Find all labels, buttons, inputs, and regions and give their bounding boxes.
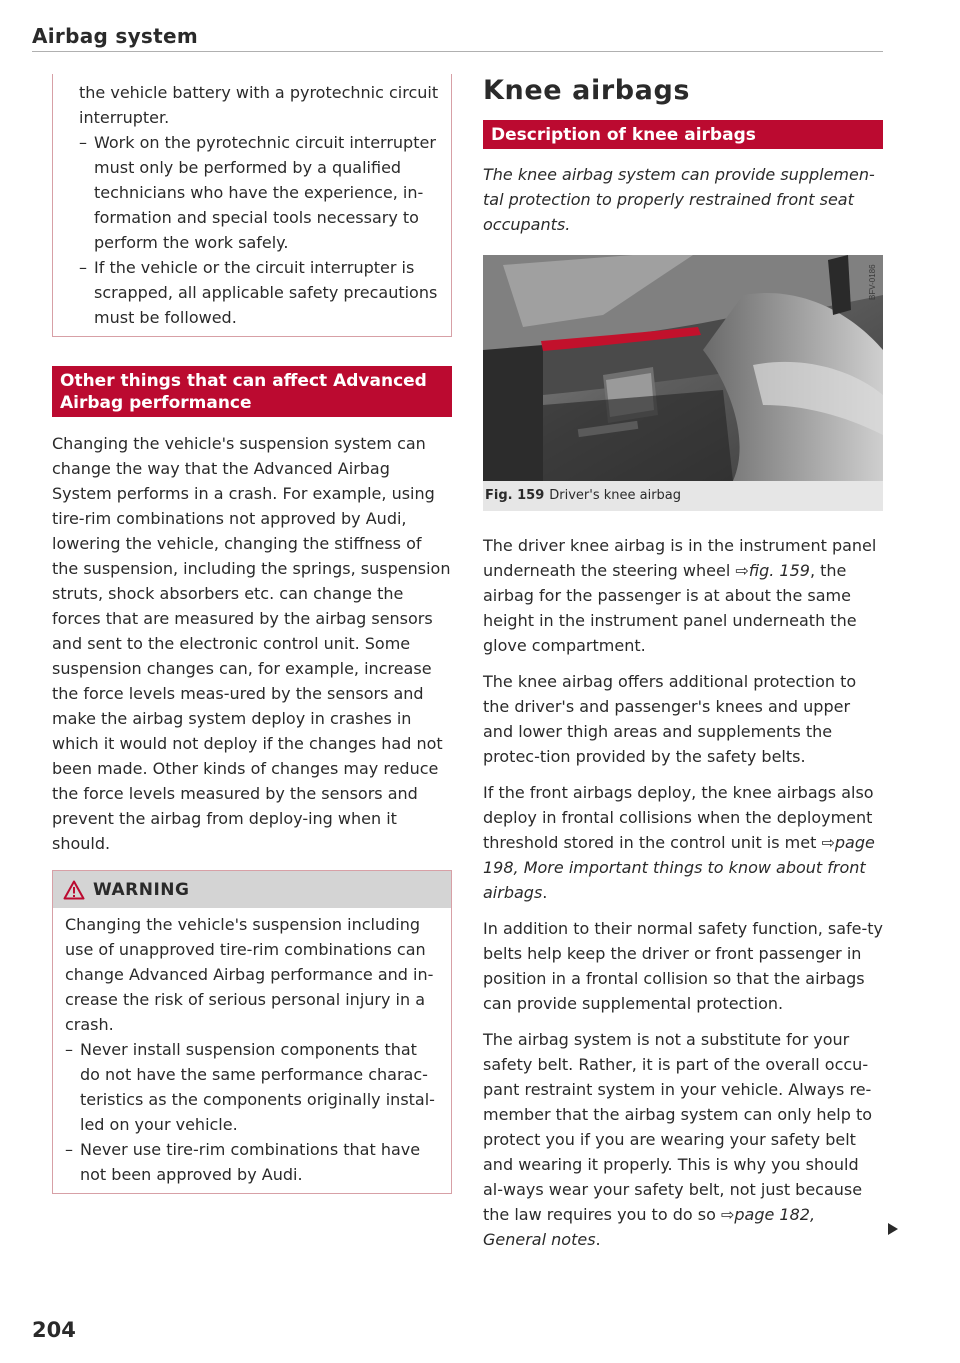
left-column [52,74,452,1194]
warning-header [53,871,451,908]
warning-body [53,908,451,1193]
section-heading-advanced-airbag: Other things that can affect Advanced Airbag performance [52,366,452,417]
list-item: – Never use tire-rim combinations that have not been approved by Audi. [65,1137,439,1187]
paragraph-text: The driver knee airbag is in the instrument panel underneath the steering wheel [483,536,877,580]
continued-list [79,130,439,330]
paragraph-3 [483,780,883,905]
paragraph-5 [483,1027,883,1252]
right-column [483,74,883,1252]
arrow-right-icon: ⇨ [735,561,749,580]
warning-box [52,870,452,1194]
warning-list [65,1037,439,1187]
figure-label: Fig. 159 [485,488,545,503]
play-triangle-icon [887,1222,899,1236]
continued-intro: the vehicle battery with a pyrotechnic circuit interrupter. [79,83,439,127]
warning-triangle-icon [63,880,85,900]
arrow-right-icon: ⇨ [720,1205,735,1224]
figure-caption-text: Driver's knee airbag [549,488,682,503]
continued-warning-box [52,74,452,337]
figure-code: BFV-0186 [868,264,877,300]
knee-airbag-photo [483,255,883,481]
warning-text: Changing the vehicle's suspension including use of unapproved tire-rim combinations can change Advanced Airbag performance and in-crease the risk of serious personal injury in a crash. [65,915,434,1034]
section-heading-knee-airbags: Description of knee airbags [483,120,883,149]
paragraph-text: . [595,1230,601,1249]
page-title: Knee airbags [483,75,691,106]
warning-label: WARNING [93,879,190,900]
paragraph-text: , the airbag for the passenger is at about the same height in the instrument panel underneath the glove compartment. [483,561,857,655]
page-number: 204 [32,1318,76,1342]
paragraph-text: . [542,883,548,902]
figure-159 [483,255,883,511]
running-header: Airbag system [32,24,198,48]
paragraph-text: The airbag system is not a substitute for your safety belt. Rather, it is part of the overall occu-pant restraint system in your vehicle. Always re-member that the airbag system can only help to protect you if you are wearing your safety belt and wearing it properly. This is why you should al-ways wear your safety belt, not just because the law requires you to do so [483,1030,873,1224]
section-body: Changing the vehicle's suspension system can change the way that the Advanced Airbag System performs in a crash. For example, using tire-rim combinations not approved by Audi, lowering the vehicle, changing the stiffness of the suspension, including the springs, suspension struts, shock absorbers etc. can change the forces that are measured by the airbag sensors and sent to the electronic control unit. Some suspension changes can, for example, increase the force levels meas-ured by the sensors and make the airbag system deploy in crashes in which it would not deploy if the changes had not been made. Other kinds of changes may reduce the force levels measured by the sensors and prevent the airbag from deploy-ing when it should. [52,434,451,853]
page-182-reference-link[interactable]: page 182, General notes [483,1205,816,1249]
paragraph-text: If the front airbags deploy, the knee airbags also deploy in frontal collisions when the deployment threshold stored in the control unit is met [483,783,874,852]
paragraph-2: The knee airbag offers additional protection to the driver's and passenger's knees and upper and lower thigh areas and supplements the protec-tion provided by the safety belts. [483,672,857,766]
header-divider [32,51,883,52]
list-item: – If the vehicle or the circuit interrupter is scrapped, all applicable safety precautions must be followed. [79,255,439,330]
list-item: – Work on the pyrotechnic circuit interrupter must only be performed by a qualified technicians who have the experience, in-formation and special tools necessary to perform the work safely. [79,130,439,255]
figure-reference-link[interactable]: fig. 159 [748,561,810,580]
paragraph-4: In addition to their normal safety function, safe-ty belts help keep the driver or front passenger in position in a frontal collision so that the airbags can provide supplemental protection. [483,919,884,1013]
section-intro: The knee airbag system can provide supplemen-tal protection to properly restrained front seat occupants. [483,165,875,234]
figure-caption [483,481,883,511]
paragraph-1 [483,533,883,658]
arrow-right-icon: ⇨ [821,833,835,852]
page-198-reference-link[interactable]: page 198, More important things to know about front airbags [483,833,875,902]
list-item: – Never install suspension components that do not have the same performance charac-teristics as the components originally instal-led on your vehicle. [65,1037,439,1137]
